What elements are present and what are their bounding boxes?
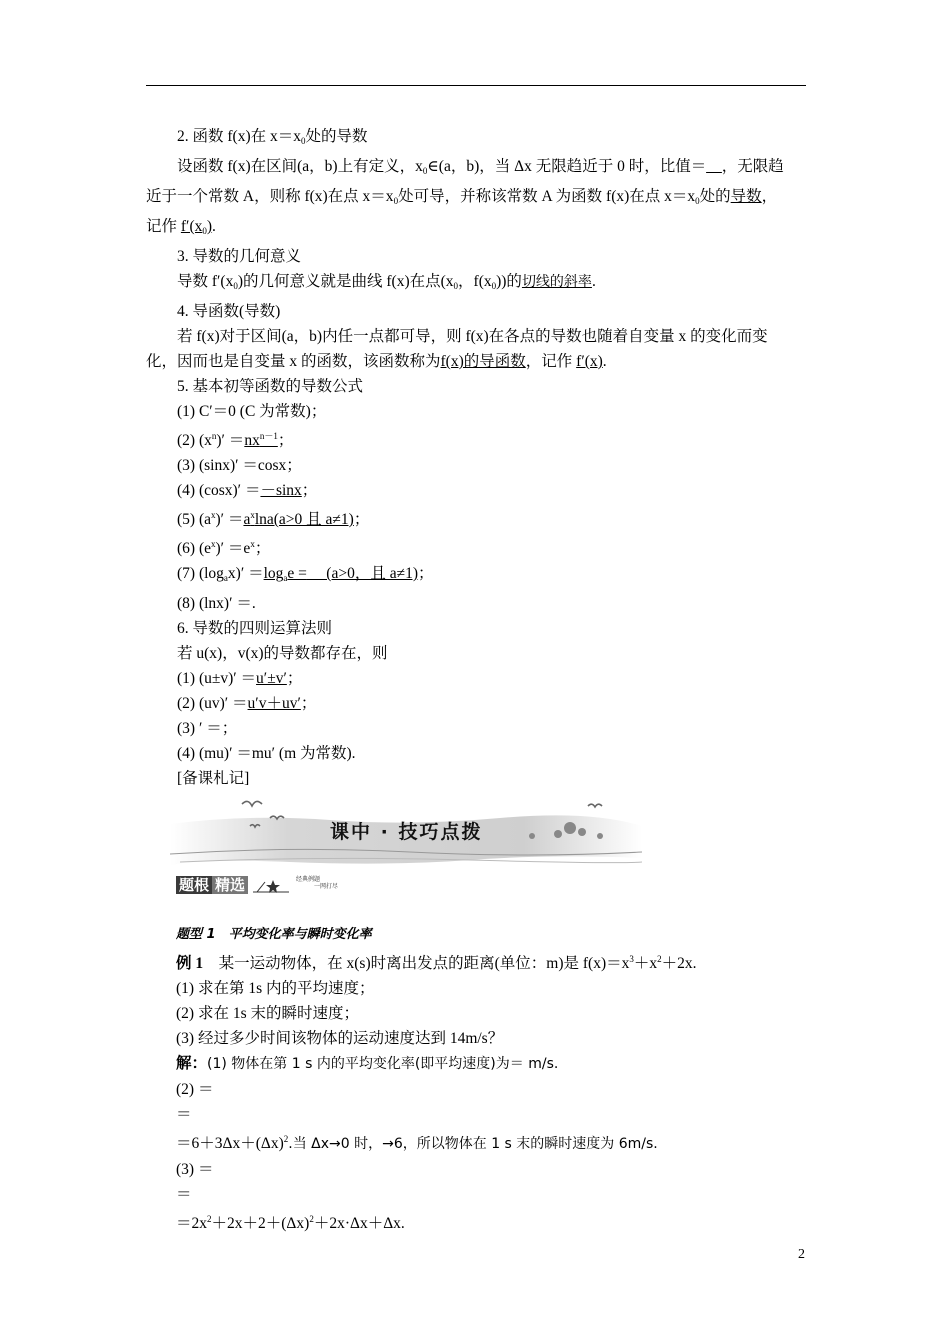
formula-1: (1) C′＝0 (C 为常数)； xyxy=(177,403,327,420)
section6-intro: 若 u(x)，v(x)的导数都存在，则 xyxy=(177,645,388,662)
section4-para-line2: 化，因而也是自变量 x 的函数，该函数称为f(x)的导函数，记作 f′(x). xyxy=(146,353,607,370)
content-section-1 xyxy=(146,124,808,791)
question-type-title: 题型 1 平均变化率与瞬时变化率 xyxy=(176,927,372,942)
formula-8: (8) (lnx)′ ＝. xyxy=(177,595,256,612)
tag-tigen: 题根 xyxy=(176,876,212,894)
banner-title: 课中 · 技巧点拨 xyxy=(330,821,483,843)
tag-note: 经典例题 一网打尽 xyxy=(296,876,339,890)
rule-4: (4) (mu)′ ＝mu′ (m 为常数). xyxy=(177,745,356,762)
section4-para-line1: 若 f(x)对于区间(a，b)内任一点都可导，则 f(x)在各点的导数也随着自变量 x 的变化而变 xyxy=(177,328,768,345)
rule-3: (3) ′ ＝； xyxy=(177,720,238,737)
rule-1: (1) (u±v)′ ＝u′±v′； xyxy=(177,670,303,687)
solution-3: (3) ＝ xyxy=(176,1161,214,1178)
formula-7: (7) $(\log_ax)' =\log_ae$ = (a>0，且 a≠1)； xyxy=(177,565,434,583)
example-section xyxy=(176,922,816,1236)
section2-para-line3: 记作 $f'(x_0)$. xyxy=(146,218,216,236)
section4-title: 4. 导函数(导数) xyxy=(177,303,281,320)
formula-3: (3) (sinx)′ ＝cosx； xyxy=(177,457,302,474)
question-1: (1) 求在第 1s 内的平均速度； xyxy=(176,980,375,997)
section3-title: 3. 导数的几何意义 xyxy=(177,248,302,265)
rule-2: (2) (uv)′ ＝u′v＋uv′； xyxy=(177,695,317,712)
formula-4: (4) (cosx)′ ＝－sinx； xyxy=(177,482,318,499)
notes-label: [备课札记] xyxy=(177,770,250,787)
formula-5: (5) $(a^x)' =a^x\ln a(a>0$ 且 a≠1)； xyxy=(177,510,370,528)
tag-bar xyxy=(176,876,303,894)
question-3: (3) 经过多少时间该物体的运动速度达到 14m/s？ xyxy=(176,1030,504,1047)
tag-jingxuan: 精选 xyxy=(212,876,248,894)
header-rule xyxy=(146,85,806,86)
solution-2c: $=6+3\Delta x+(\Delta x)^2$.当 Δx→0 时，→6，所以物体在 1 s 末的瞬时速度为 6m/s. xyxy=(176,1134,658,1152)
section6-title: 6. 导数的四则运算法则 xyxy=(177,620,333,637)
solution-2: (2) ＝ xyxy=(176,1081,214,1098)
example-stem: 例 1 某一运动物体，在 x(s)时离出发点的距离(单位：m)是 $f(x)=x^3+x^2+2x$. xyxy=(176,954,697,972)
section2-title: 2. 函数 f(x)在 $x=x_0$处的导数 xyxy=(177,128,368,146)
formula-2: (2) $(x^n)' =nx^{n-1}$； xyxy=(177,431,294,449)
formula-6: (6) $(e^x)' =e^x$； xyxy=(177,539,271,557)
section2-para-line2: 近于一个常数 A，则称 f(x)在点 $x=x_0$处可导，并称该常数 A 为函数 f(x)在点 $x=x_0$处的导数， xyxy=(146,188,778,206)
solution-3c: $=2x^2+2x+2+(\Delta x)^2+2x\cdot\Delta x+\Delta x$. xyxy=(176,1214,405,1232)
section3-body: 导数 $f'(x_0)$的几何意义就是曲线 f(x)在点($x_0$，$f(x_0)$)的切线的斜率. xyxy=(177,273,596,291)
solution-2b: ＝ xyxy=(176,1106,192,1123)
section2-para-line1: 设函数 f(x)在区间(a，b)上有定义，$x_0\in(a$，b)，当 Δx 无限趋近于 0 时，比值＝__，无限趋 xyxy=(177,158,784,176)
page-number: 2 xyxy=(798,1247,805,1262)
solution-1: 解：(1) 物体在第 1 s 内的平均变化率(即平均速度)为＝ m/s. xyxy=(176,1055,559,1072)
solution-3b: ＝ xyxy=(176,1186,192,1203)
question-2: (2) 求在 1s 末的瞬时速度； xyxy=(176,1005,359,1022)
section5-title: 5. 基本初等函数的导数公式 xyxy=(177,378,364,395)
